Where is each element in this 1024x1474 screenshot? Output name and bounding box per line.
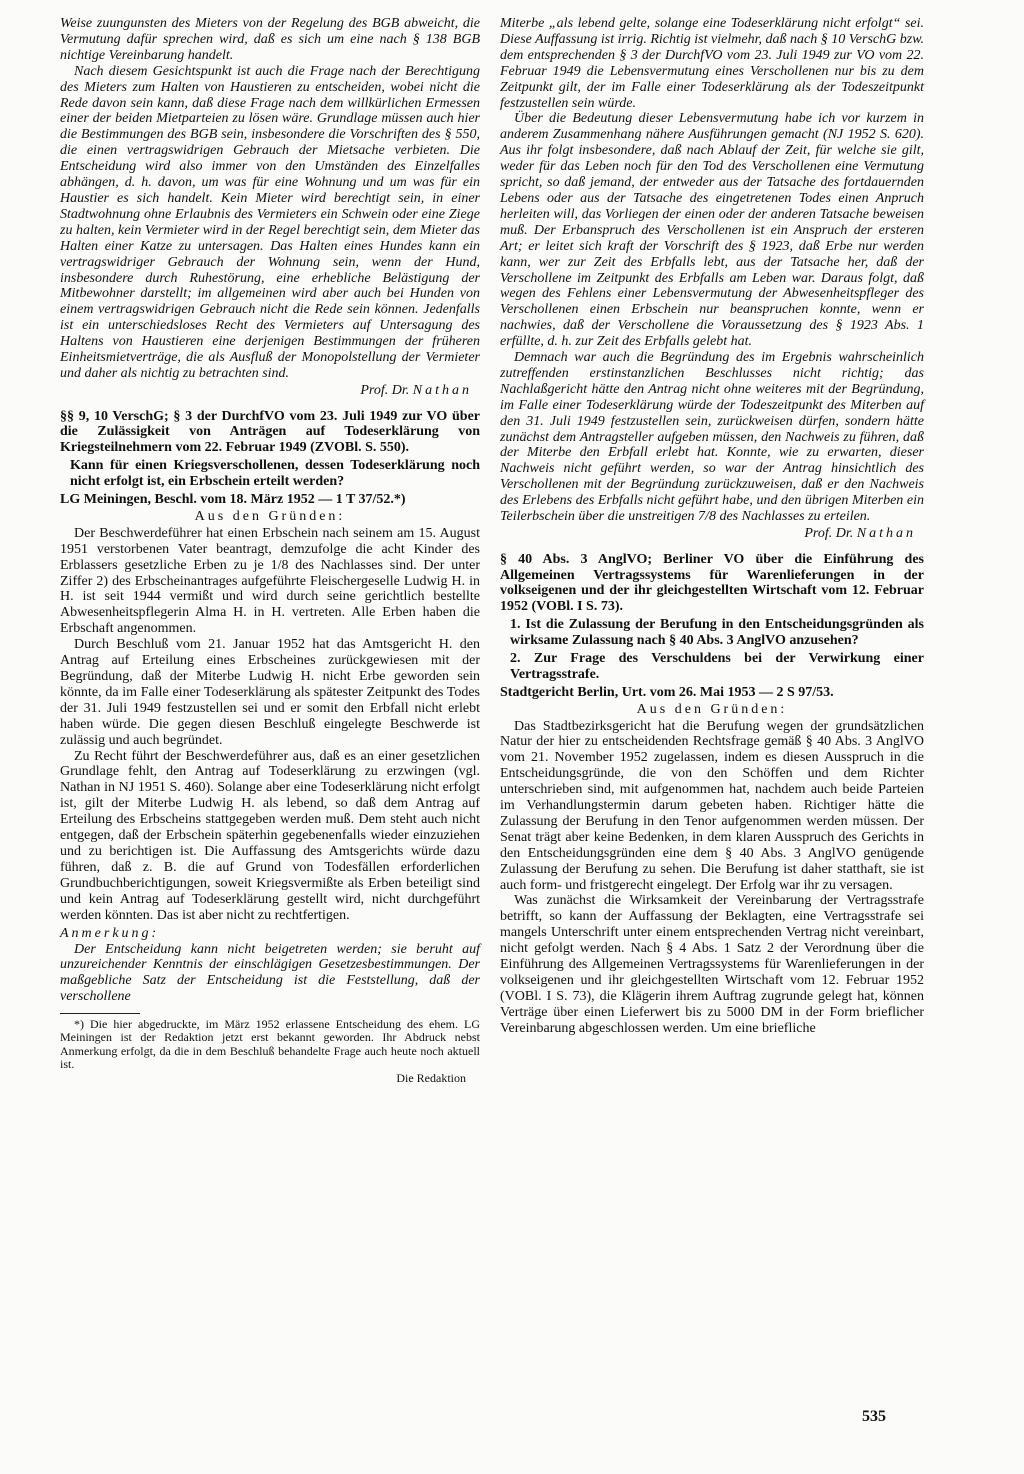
- signature-name: Nathan: [856, 526, 916, 541]
- left-paragraph-5: Zu Recht führt der Beschwerdeführer aus, daß es an einer gesetzlichen Grundlage fehlt, den Antrag auf Todeserklärung zu erzwingen (vgl. Nathan in NJ 1951 S. 460). Solange aber eine Todeserklärung nicht erfolgt ist, gilt der Miterbe Ludwig H. als lebend, so daß dem Antrag auf Erteilung des Erbscheins stattgegeben werden muß. Dem steht auch nicht entgegen, daß der Erbschein späterhin gegebenenfalls wieder einzuziehen und zu berichtigen ist. Die Auffassung des Amtsgerichts würde dazu führen, daß z. B. die auf Grund von Todesfällen erforderlichen Grundbuchberichtigungen, soweit Kriegsvermißte als Erben beteiligt sind und kein Antrag auf Todeserklärung gestellt wird, nicht durchgeführt werden könnten. Das ist aber nicht zu rechtfertigen.: [60, 748, 480, 923]
- left-paragraph-4: Durch Beschluß vom 21. Januar 1952 hat das Amtsgericht H. den Antrag auf Erteilung eines Erbscheines zurückgewiesen mit der Begründung, daß der Miterbe Ludwig H. nicht Erbe geworden sein könnte, da im Falle einer Todeserklärung als spätester Zeitpunkt des Todes der 31. Juli 1949 festzustellen sei und er somit den Erbfall nicht erlebt haben würde. Die gegen diesen Beschluß eingelegte Beschwerde ist zulässig und auch begründet.: [60, 637, 480, 748]
- right-paragraph-4: Das Stadtbezirksgericht hat die Berufung wegen der grundsätzlichen Natur der hier zu entscheidenden Rechtsfrage gemäß § 40 Abs. 3 AnglVO vom 21. November 1952 zugelassen, indem es diesen Ausspruch in die Entscheidungsgründe, die von den Schöffen und dem Richter unterschrieben sind, mit aufgenommen hat, nachdem auch beide Parteien im Verhandlungstermin darum gebeten haben. Richtiger hätte die Zulassung der Berufung in den Tenor aufgenommen werden müssen. Der Senat trägt aber keine Bedenken, in dem klaren Ausspruch des Gerichts in den Entscheidungsgründen eine dem § 40 Abs. 3 AnglVO genügende Zulassung der Berufung zu sehen. Die Berufung ist daher statthaft, sie ist auch form- und fristgerecht eingelegt. Der Erfolg war ihr zu versagen.: [500, 718, 924, 893]
- signature-prefix: Prof. Dr.: [804, 526, 854, 541]
- right-column: [500, 16, 924, 1037]
- signature-name: Nathan: [412, 382, 472, 398]
- case-court-reference: Stadtgericht Berlin, Urt. vom 26. Mai 1953 — 2 S 97/53.: [500, 685, 834, 700]
- page-number: 535: [862, 1408, 886, 1425]
- signature-prefix: Prof. Dr.: [360, 382, 410, 398]
- case-heading-statutes: § 40 Abs. 3 AnglVO; Berliner VO über die Einführung des Allgemeinen Vertragssystems für Warenlieferungen in der volkseigenen und der ihr gleichgestellten Wirtschaft vom 12. Februar 1952 (VOBl. I S. 73).: [500, 552, 924, 614]
- footnote-signature: Die Redaktion: [396, 1070, 466, 1085]
- right-paragraph-2: Über die Bedeutung dieser Lebensvermutung habe ich vor kurzem in anderem Zusammenhang nähere Ausführungen gemacht (NJ 1952 S. 620). Aus ihr folgt insbesondere, daß nach Ablauf der Zeit, für welche sie gilt, weder für das Leben noch für den Tod des Verschollenen eine Vermutung spricht, so daß jemand, der entweder aus der Tatsache des fortdauernden Lebens oder aus der Tatsache des eingetretenen Todes einen Anpruch herleiten will, das Vorliegen der einen oder der anderen Tatsache beweisen muß. Der Erbanspruch des Verschollenen ist ein Anspruch der ersteren Art; er leitet sich kraft der Vorschrift des § 1923, daß Erbe nur werden kann, wer zur Zeit des Erbfalls lebt, aus der Tatsache her, daß der Verschollene im Zeitpunkt des Erbfalls am Leben war. Daraus folgt, daß wegen des Fehlens einer Lebensvermutung der Abwesenheitspfleger des Verschollenen einen Erbschein nur beanspruchen konnte, wenn er nachwies, daß der Verschollene die Voraussetzung des § 1923 Abs. 1 erfüllte, d. h. zur Zeit des Erbfalls gelebt hat.: [500, 111, 924, 350]
- section-label-anmerkung: Anmerkung:: [60, 925, 160, 941]
- left-paragraph-1: Weise zuungunsten des Mieters von der Regelung des BGB abweicht, die Vermutung dafür sprechen wird, daß es sich um eine nach § 138 BGB nichtige Vereinbarung handelt.: [60, 16, 480, 63]
- case-heading-statutes: §§ 9, 10 VerschG; § 3 der DurchfVO vom 23. Juli 1949 zur VO über die Zulässigkeit von Anträgen auf Todeserklärung von Kriegsteilnehmern vom 22. Februar 1949 (ZVOBl. S. 550).: [60, 408, 480, 455]
- section-label-gruende: Aus den Gründen:: [194, 508, 346, 524]
- signature-nathan-1: [60, 383, 472, 399]
- right-paragraph-5: Was zunächst die Wirksamkeit der Vereinbarung der Vertragsstrafe betrifft, so kann der Auffassung der Beklagten, eine Vertragsstrafe sei mangels Unterschrift unter einem entsprechenden Vertrag nicht vereinbart, nicht gefolgt werden. Nach § 4 Abs. 1 Satz 2 der Verordnung über die Einführung des Allgemeinen Vertragssystems für Warenlieferungen in der volkseigenen und ihr gleichgestellten Wirtschaft vom 12. Februar 1952 (VOBl. I S. 73), die Klägerin ihrem Auftrag zugrunde gelegt hat, können Verträge über einen Lieferwert bis zu 5000 DM in der Form brieflicher Vereinbarung abgeschlossen werden. Um eine briefliche: [500, 893, 924, 1036]
- signature-nathan-2: [500, 526, 916, 542]
- case-question: Kann für einen Kriegsverschollenen, dessen Todeserklärung noch nicht erfolgt ist, ein Erbschein erteilt werden?: [70, 458, 480, 489]
- right-paragraph-1: Miterbe „als lebend gelte, solange eine Todeserklärung nicht erfolgt“ sei. Diese Auffassung ist irrig. Richtig ist vielmehr, daß nach § 10 VerschG bzw. dem entsprechenden § 3 der DurchfVO vom 23. Juli 1949 zur VO vom 22. Februar 1949 die Lebensvermutung eines Verschollenen nur bis zu dem Zeitpunkt gilt, der im Falle einer Todeserklärung als der Todeszeitpunkt festzustellen sein würde.: [500, 16, 924, 111]
- section-label-gruende: Aus den Gründen:: [636, 701, 788, 717]
- left-column: [60, 16, 480, 1085]
- left-paragraph-6: Der Entscheidung kann nicht beigetreten werden; sie beruht auf unzureichender Kenntnis der einschlägigen Gesetzesbestimmungen. Der maßgebliche Satz der Entscheidung ist die Feststellung, daß der verschollene: [60, 941, 480, 1005]
- case-question-2: 2. Zur Frage des Verschuldens bei der Verwirkung einer Vertragsstrafe.: [510, 651, 924, 682]
- left-paragraph-3: Der Beschwerdeführer hat einen Erbschein nach seinem am 15. August 1951 verstorbenen Vater beantragt, demzufolge die acht Kinder des Erblassers gesetzliche Erben zu je 1/8 des Nachlasses sind. Der unter Ziffer 2) des Erbscheinantrages aufgeführte Fleischergeselle Ludwig H. in H. ist seit 1944 vermißt und wird durch seine gerichtlich bestellte Abwesenheitspflegerin Alma H. in H. vertreten. Alle Erben haben die Erbschaft angenommen.: [60, 525, 480, 637]
- right-paragraph-3: Demnach war auch die Begründung des im Ergebnis wahrscheinlich zutreffenden erstinstanzlichen Beschlusses nicht richtig; das Nachlaßgericht hätte den Antrag nicht ohne weiteres mit der Begründung, im Falle einer Todeserklärung würde der Todeszeitpunkt des Miterben auf den 31. Juli 1949 festzustellen sein, zurückweisen dürfen, sondern hätte zunächst dem Antragsteller aufgeben müssen, den Nachweis zu führen, daß der Miterbe den Erbfall erlebt hat. Konnte, wie zu erwarten, dieser Nachweis nicht geführt werden, so war der Antrag hinsichtlich des Verschollenen mit der Begründung zurückzuweisen, daß er den Nachweis des Erlebens des Erbfalls nicht geführt habe, und den übrigen Miterben ein Teilerbschein über die unstreitigen 7/8 des Nachlasses zu erteilen.: [500, 350, 924, 525]
- footnote-rule: [60, 1013, 140, 1014]
- case-court-reference: LG Meiningen, Beschl. vom 18. März 1952 — 1 T 37/52.*): [60, 492, 406, 508]
- left-paragraph-2: Nach diesem Gesichtspunkt ist auch die Frage nach der Berechtigung des Mieters zum Halten von Haustieren zu entscheiden, wobei nicht die Rede davon sein kann, daß diese Frage nach dem willkürlichen Ermessen einer der beiden Mietparteien zu lösen wäre. Grundlage müssen auch hier die Bestimmungen des BGB sein, insbesondere die Vorschriften des § 550, die einen vertragswidrigen Gebrauch der Mietsache verbieten. Die Entscheidung wird also immer von den Umständen des Einzelfalles abhängen, d. h. davon, um was für eine Wohnung und um was für ein Haustier es sich handelt. Kein Mieter wird berechtigt sein, in einer Stadtwohnung ohne Erlaubnis des Vermieters ein Schwein oder eine Ziege zu halten, kein Vermieter wird in der Regel berechtigt sein, dem Mieter das Halten einer Katze zu untersagen. Das Halten eines Hundes kann ein vertragswidriger Gebrauch der Wohnung sein, wenn der Hund, insbesondere durch Ruhestörung, eine erhebliche Belästigung der Mitbewohner darstellt; im allgemeinen wird aber auch bei Hunden von einem vertragswidrigen Gebrauch nicht die Rede sein können. Jedenfalls ist ein unterschiedsloses Recht des Vermieters auf Untersagung des Haltens von Haustieren eine derjenigen Bestimmungen der früheren Einheitsmietverträge, die als Ausfluß der Monopolstellung der Vermieter und daher als nichtig zu betrachten sind.: [60, 63, 480, 381]
- footnote: *) Die hier abgedruckte, im März 1952 erlassene Entscheidung des ehem. LG Meiningen ist der Redaktion jetzt erst bekannt geworden. Ihr Abdruck nebst Anmerkung erfolgt, da die in dem Beschluß behandelte Frage auch heute noch aktuell ist.: [60, 1017, 480, 1071]
- case-question-1: 1. Ist die Zulassung der Berufung in den Entscheidungsgründen als wirksame Zulassung nach § 40 Abs. 3 AnglVO anzusehen?: [510, 617, 924, 648]
